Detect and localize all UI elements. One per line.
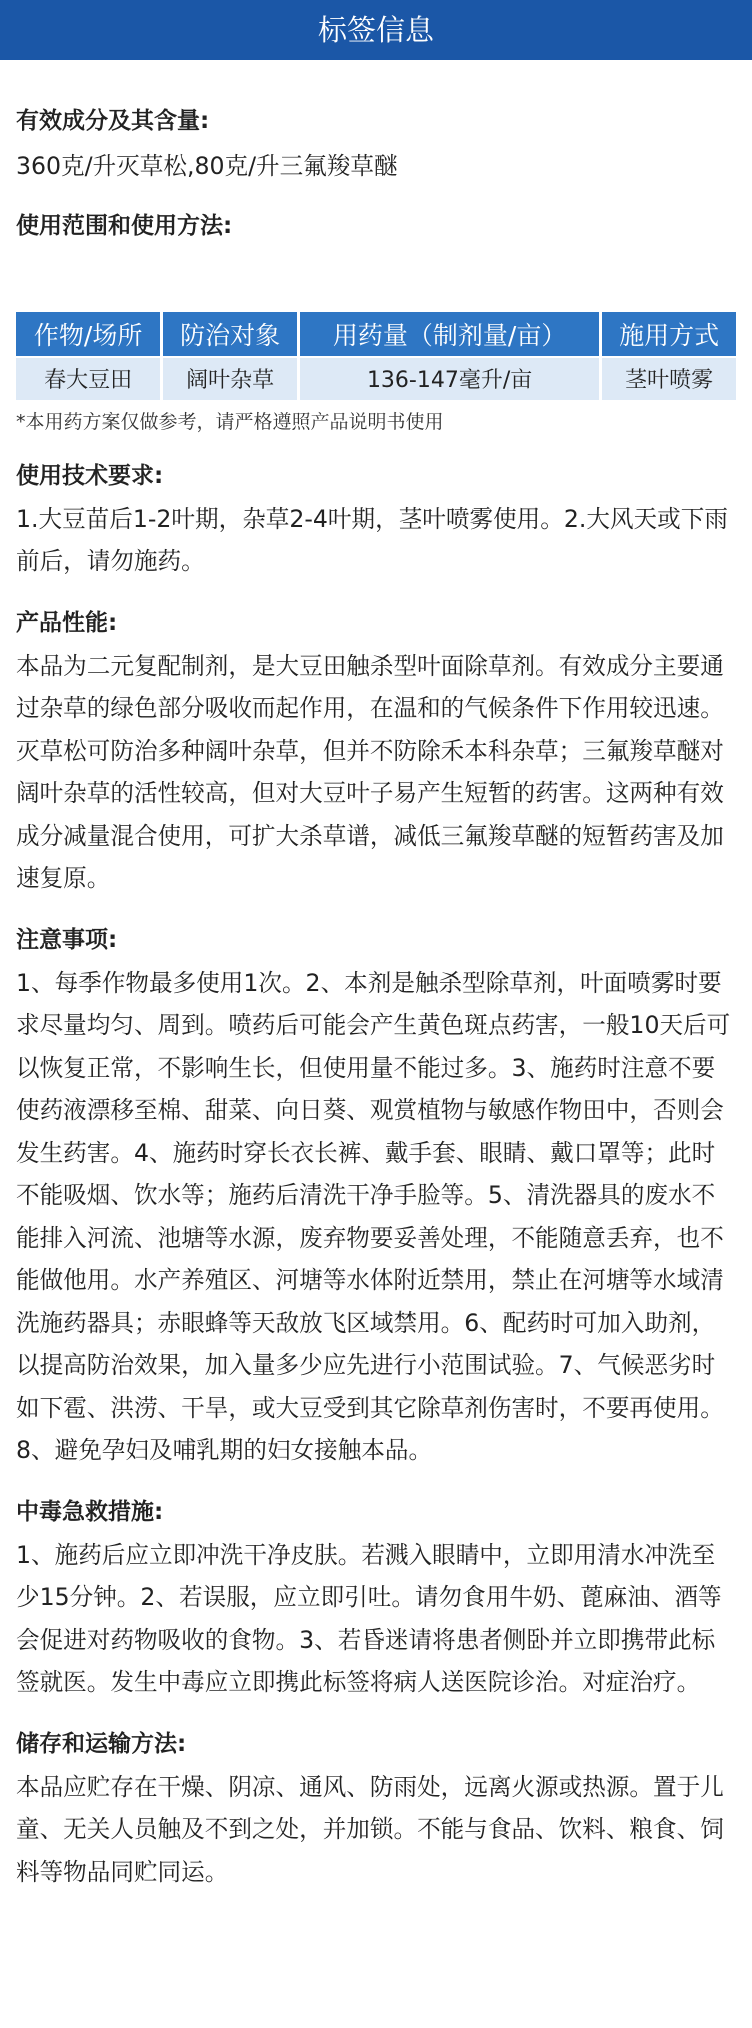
storage-heading: 储存和运输方法: xyxy=(16,1730,187,1757)
label-content xyxy=(0,105,752,1893)
page-title: 标签信息 xyxy=(317,13,434,47)
column-header-crop: 作物/场所 xyxy=(16,312,160,358)
ingredients-text: 360克/升灭草松,80克/升三氟羧草醚 xyxy=(16,152,398,180)
cell-crop: 春大豆田 xyxy=(16,358,160,400)
usage-heading: 使用范围和使用方法: xyxy=(16,212,233,239)
firstaid-heading: 中毒急救措施: xyxy=(16,1498,164,1525)
caution-text: 1、每季作物最多使用1次。2、本剂是触杀型除草剂，叶面喷雾时要求尽量均匀、周到。喷药后可能会产生黄色斑点药害，一般10天后可以恢复正常，不影响生长，但使用量不能过多。3、施药时注意不要使药液漂移至棉、甜菜、向日葵、观赏植物与敏感作物田中，否则会发生药害。4、施药时穿长衣长裤、戴手套、眼睛、戴口罩等；此时不能吸烟、饮水等；施药后清洗干净手脸等。5、清洗器具的废水不能排入河流、池塘等水源，废弃物要妥善处理，不能随意丢弃，也不能做他用。水产养殖区、河塘等水体附近禁用，禁止在河塘等水域清洗施药器具；赤眼蜂等天敌放飞区域禁用。6、配药时可加入助剂，以提高防治效果，加入量多少应先进行小范围试验。7、气候恶劣时如下雹、洪涝、干旱，或大豆受到其它除草剂伤害时，不要再使用。8、避免孕妇及哺乳期的妇女接触本品。 xyxy=(16,968,731,1464)
tech-heading: 使用技术要求: xyxy=(16,462,164,489)
cell-method: 茎叶喷雾 xyxy=(602,358,736,400)
column-header-dosage: 用药量（制剂量/亩） xyxy=(300,312,599,358)
performance-text: 本品为二元复配制剂，是大豆田触杀型叶面除草剂。有效成分主要通过杂草的绿色部分吸收而起作用，在温和的气候条件下作用较迅速。灭草松可防治多种阔叶杂草，但并不防除禾本科杂草；三氟羧草醚对阔叶杂草的活性较高，但对大豆叶子易产生短暂的药害。这两种有效成分减量混合使用，可扩大杀草谱，减低三氟羧草醚的短暂药害及加速复原。 xyxy=(16,651,724,892)
cell-dosage: 136-147毫升/亩 xyxy=(300,358,599,400)
usage-table-header-row xyxy=(16,312,736,358)
storage-text: 本品应贮存在干燥、阴凉、通风、防雨处，远离火源或热源。置于儿童、无关人员触及不到之处，并加锁。不能与食品、饮料、粮食、饲料等物品同贮同运。 xyxy=(16,1772,724,1886)
column-header-method: 施用方式 xyxy=(602,312,736,358)
usage-table-wrapper xyxy=(16,312,736,400)
ingredients-heading: 有效成分及其含量: xyxy=(16,108,210,134)
usage-table xyxy=(13,312,739,400)
caution-heading: 注意事项: xyxy=(16,926,118,953)
table-row xyxy=(16,358,736,400)
tech-text: 1.大豆苗后1-2叶期，杂草2-4叶期，茎叶喷雾使用。2.大风天或下雨前后，请勿施药。 xyxy=(16,504,728,575)
page-header xyxy=(0,0,752,60)
column-header-target: 防治对象 xyxy=(163,312,297,358)
cell-target: 阔叶杂草 xyxy=(163,358,297,400)
performance-heading: 产品性能: xyxy=(16,609,118,636)
usage-note: *本用药方案仅做参考，请严格遵照产品说明书使用 xyxy=(16,410,444,433)
firstaid-text: 1、施药后应立即冲洗干净皮肤。若溅入眼睛中，立即用清水冲洗至少15分钟。2、若误服，应立即引吐。请勿食用牛奶、蓖麻油、酒等会促进对药物吸收的食物。3、若昏迷请将患者侧卧并立即携带此标签就医。发生中毒应立即携此标签将病人送医院诊治。对症治疗。 xyxy=(16,1540,722,1696)
